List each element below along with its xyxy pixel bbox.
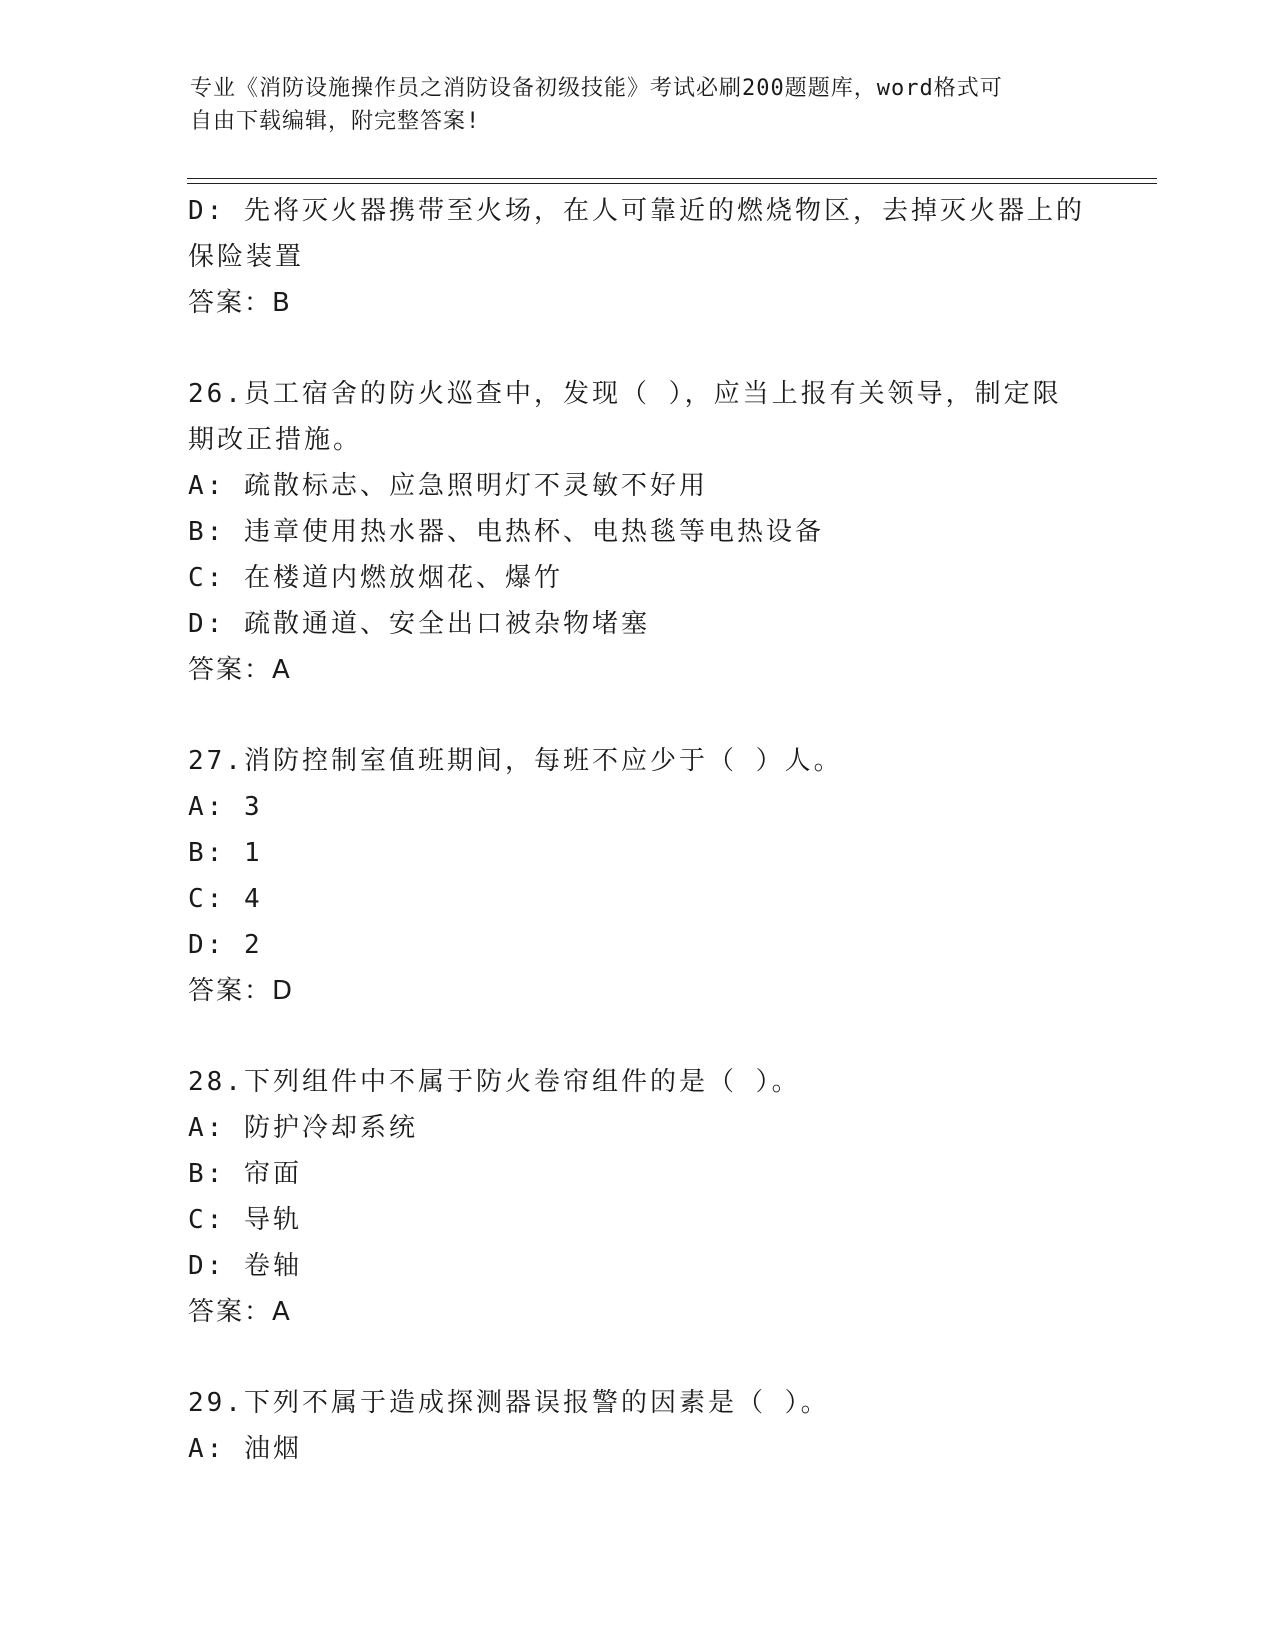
header-divider-bottom — [187, 183, 1157, 184]
option-c: C: 4 — [188, 884, 263, 914]
option-a: A: 油烟 — [188, 1434, 302, 1464]
question-26 — [188, 371, 1088, 693]
option-b: B: 违章使用热水器、电热杯、电热毯等电热设备 — [188, 517, 824, 547]
question-27 — [188, 738, 1088, 1014]
question-28 — [188, 1059, 1088, 1335]
option-d-continued: 保险装置 — [188, 242, 305, 272]
question-list — [188, 188, 1088, 1472]
option-b: B: 1 — [188, 838, 263, 868]
option-c: C: 导轨 — [188, 1205, 302, 1235]
option-b: B: 帘面 — [188, 1159, 302, 1189]
answer: 答案：A — [188, 655, 292, 685]
previous-question-tail — [188, 188, 1088, 326]
option-a: A: 疏散标志、应急照明灯不灵敏不好用 — [188, 471, 708, 501]
header-line-2: 自由下载编辑，附完整答案! — [190, 109, 481, 134]
question-text-continued: 期改正措施。 — [188, 425, 363, 455]
header-divider-top — [187, 178, 1157, 179]
header-line-1: 专业《消防设施操作员之消防设备初级技能》考试必刷200题题库，word格式可 — [190, 76, 1003, 101]
option-d: D: 2 — [188, 930, 263, 960]
option-a: A: 3 — [188, 792, 263, 822]
answer: 答案：D — [188, 976, 295, 1006]
option-d: D: 疏散通道、安全出口被杂物堵塞 — [188, 609, 650, 639]
question-29 — [188, 1380, 1088, 1472]
question-text: 26.员工宿舍的防火巡查中，发现（ ），应当上报有关领导，制定限 — [188, 379, 1062, 409]
question-text: 28.下列组件中不属于防火卷帘组件的是（ ）。 — [188, 1067, 801, 1097]
option-d: D: 先将灭火器携带至火场，在人可靠近的燃烧物区，去掉灭火器上的 — [188, 196, 1085, 226]
option-c: C: 在楼道内燃放烟花、爆竹 — [188, 563, 563, 593]
answer: 答案：A — [188, 1297, 292, 1327]
option-d: D: 卷轴 — [188, 1251, 302, 1281]
document-header — [190, 72, 1090, 138]
answer: 答案：B — [188, 288, 292, 318]
option-a: A: 防护冷却系统 — [188, 1113, 418, 1143]
question-text: 29.下列不属于造成探测器误报警的因素是（ ）。 — [188, 1388, 830, 1418]
question-text: 27.消防控制室值班期间，每班不应少于（ ）人。 — [188, 746, 843, 776]
